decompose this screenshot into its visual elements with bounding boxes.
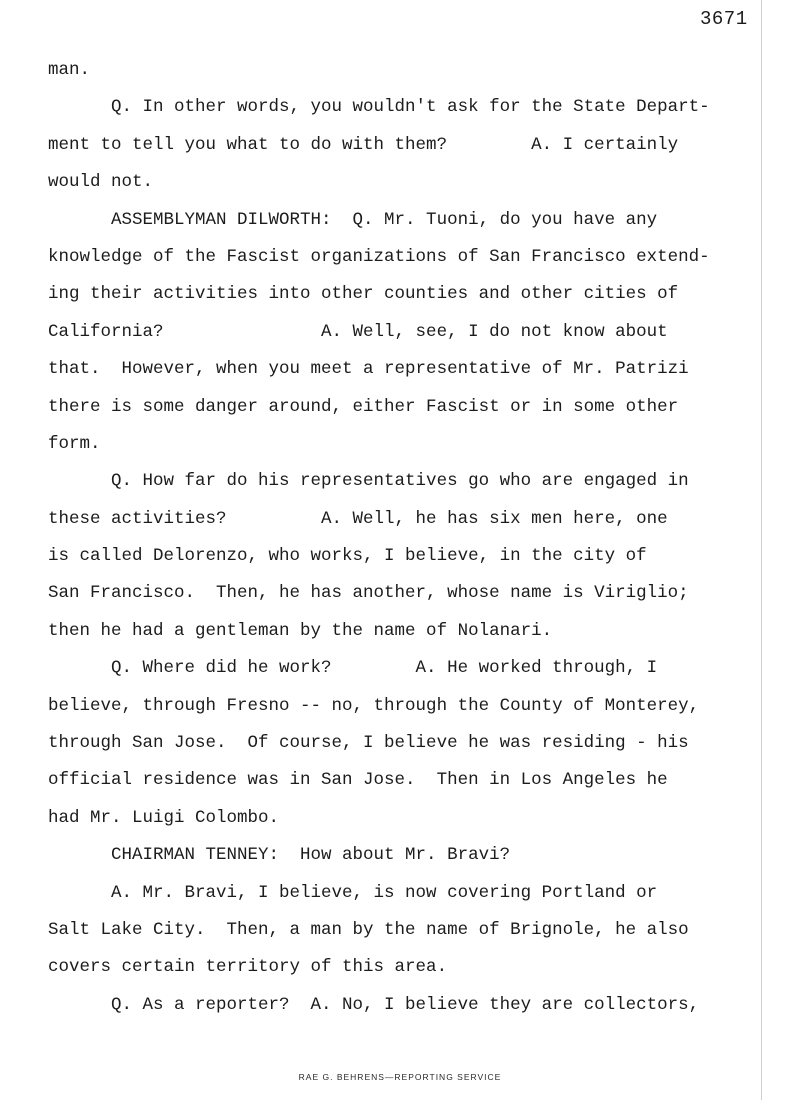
- transcript-line: ASSEMBLYMAN DILWORTH: Q. Mr. Tuoni, do you have any: [48, 209, 658, 230]
- transcript-line: San Francisco. Then, he has another, whose name is Viriglio;: [48, 583, 689, 604]
- transcript-line: these activities? A. Well, he has six men here, one: [48, 508, 668, 529]
- transcript-line: CHAIRMAN TENNEY: How about Mr. Bravi?: [48, 845, 511, 866]
- transcript-line: Q. As a reporter? A. No, I believe they are collectors,: [48, 994, 700, 1015]
- transcript-line: through San Jose. Of course, I believe he was residing - his: [48, 733, 689, 754]
- transcript-line: Q. How far do his representatives go who are engaged in: [48, 471, 689, 492]
- transcript-line: then he had a gentleman by the name of Nolanari.: [48, 620, 553, 641]
- transcript-line: A. Mr. Bravi, I believe, is now covering Portland or: [48, 882, 658, 903]
- transcript-line: had Mr. Luigi Colombo.: [48, 807, 280, 828]
- transcript-line: knowledge of the Fascist organizations of San Francisco extend-: [48, 246, 710, 267]
- transcript-line: is called Delorenzo, who works, I believe, in the city of: [48, 546, 647, 567]
- transcript-line: California? A. Well, see, I do not know about: [48, 321, 668, 342]
- transcript-line: covers certain territory of this area.: [48, 957, 448, 978]
- transcript-body: [48, 52, 760, 1024]
- transcript-line: Salt Lake City. Then, a man by the name of Brignole, he also: [48, 919, 689, 940]
- page-number: 3671: [700, 8, 748, 30]
- transcript-line: that. However, when you meet a representative of Mr. Patrizi: [48, 359, 689, 380]
- transcript-line: man.: [48, 60, 91, 80]
- transcript-line: ing their activities into other counties and other cities of: [48, 284, 679, 305]
- transcript-line: believe, through Fresno -- no, through the County of Monterey,: [48, 695, 700, 716]
- margin-rule: [761, 0, 762, 1100]
- reporting-service-footer: RAE G. BEHRENS—REPORTING SERVICE: [298, 1072, 502, 1082]
- transcript-line: ment to tell you what to do with them? A. I certainly: [48, 134, 679, 155]
- transcript-line: form.: [48, 433, 101, 454]
- transcript-line: Q. Where did he work? A. He worked through, I: [48, 658, 658, 679]
- transcript-line: Q. In other words, you wouldn't ask for the State Depart-: [48, 97, 710, 118]
- transcript-line: official residence was in San Jose. Then in Los Angeles he: [48, 770, 668, 791]
- transcript-line: would not.: [48, 172, 154, 193]
- transcript-line: there is some danger around, either Fascist or in some other: [48, 396, 679, 417]
